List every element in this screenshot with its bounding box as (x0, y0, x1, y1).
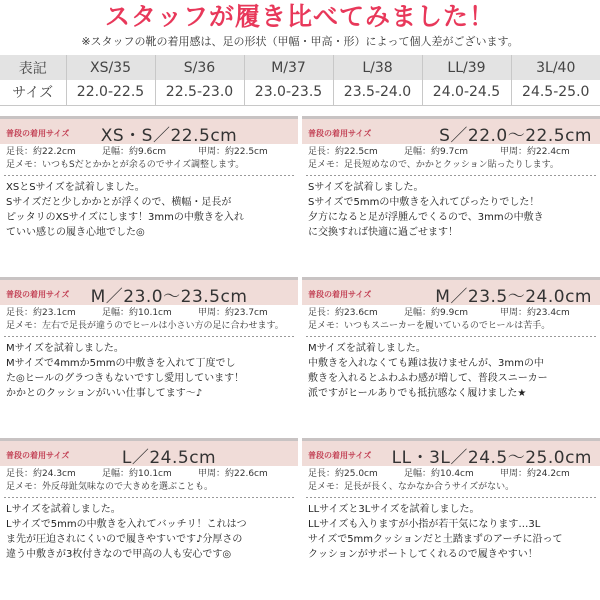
foot-length: 足長：約24.3cm (6, 469, 76, 479)
comment-line: に交換すれば快適に過ごせます！ (308, 227, 458, 238)
staff-review-panel (0, 438, 298, 562)
panel-header (0, 116, 298, 144)
staff-review-panel (302, 438, 600, 562)
fit-comment (302, 176, 600, 240)
size-chart-header-cell: LL/39 (422, 55, 511, 80)
size-chart-header-cell: XS/35 (66, 55, 155, 80)
comment-line: LLサイズと3Lサイズを試着しました。 (308, 504, 480, 515)
panel-header (0, 277, 298, 305)
foot-length: 足長：約23.6cm (308, 308, 378, 318)
size-chart-header-cell: 3L/40 (511, 55, 600, 80)
usual-size-value: S／22.0〜22.5cm (439, 126, 592, 146)
fit-comment (0, 176, 298, 240)
comment-line: ていい感じの履き心地でした◎ (6, 227, 145, 238)
panel-header (0, 438, 298, 466)
comment-line: かかとのクッションがいい仕事してます〜♪ (6, 388, 203, 399)
size-chart-value-cell: 24.0-24.5 (422, 80, 511, 105)
comment-line: Sサイズだと少しかかとが浮くので、横幅・足長が (6, 197, 232, 208)
comment-line: Sサイズで5mmの中敷きを入れてぴったりでした！ (308, 197, 540, 208)
comment-line: ピッタリのXSサイズにします！3mmの中敷きを入れ (6, 212, 244, 223)
comment-line: クッションがサポートしてくれるので履きやすい！ (308, 549, 538, 560)
foot-measurements (302, 305, 600, 333)
foot-length: 足長：約25.0cm (308, 469, 378, 479)
foot-memo: 足メモ：足長短めなので、かかとクッション貼ったりします。 (308, 160, 559, 170)
size-chart-header-cell: S/36 (155, 55, 244, 80)
comment-line: Lサイズを試着しました。 (6, 504, 121, 515)
size-chart-header-cell: M/37 (244, 55, 333, 80)
foot-measurements (0, 305, 298, 333)
size-chart-value-cell: 23.5-24.0 (333, 80, 422, 105)
comment-line: Lサイズで5mmの中敷きを入れてバッチリ！これはつ (6, 519, 247, 530)
instep-girth: 甲周：約22.6cm (198, 469, 268, 479)
foot-width: 足幅：約10.4cm (404, 469, 474, 479)
usual-size-value: XS・S／22.5cm (100, 126, 238, 146)
fit-disclaimer: ※スタッフの靴の着用感は、足の形状（甲幅・甲高・形）によって個人差がございます。 (81, 35, 519, 48)
usual-size-value: M／23.0〜23.5cm (90, 287, 248, 307)
fit-comment (302, 498, 600, 562)
size-chart-value-cell: 24.5-25.0 (511, 80, 600, 105)
usual-size-value: M／23.5〜24.0cm (435, 287, 592, 307)
comment-line: サイズで5mmクッションだと土踏まずのアーチに沿って (308, 534, 563, 545)
comment-line: ま先が圧迫されにくいので履きやすいです♪分厚さの (6, 534, 243, 545)
size-chart-value-cell: 23.0-23.5 (244, 80, 333, 105)
fit-comment (0, 498, 298, 562)
panel-header (302, 277, 600, 305)
staff-review-grid (0, 116, 600, 600)
foot-memo: 足メモ：足長が長く、なかなか合うサイズがない。 (308, 482, 515, 492)
usual-size-value: LL・3L／24.5〜25.0cm (391, 448, 592, 468)
usual-size-tag: 普段の着用サイズ (308, 290, 372, 299)
size-chart-value-row (0, 80, 600, 105)
instep-girth: 甲周：約22.4cm (500, 147, 570, 157)
staff-review-panel (302, 116, 600, 240)
foot-width: 足幅：約9.6cm (102, 147, 167, 157)
staff-review-panel (302, 277, 600, 401)
comment-line: 違う中敷きが3枚付きなので甲高の人も安心です◎ (6, 549, 232, 560)
comment-line: Mサイズを試着しました。 (6, 343, 124, 354)
foot-width: 足幅：約10.1cm (102, 308, 172, 318)
usual-size-tag: 普段の着用サイズ (6, 129, 70, 138)
instep-girth: 甲周：約24.2cm (500, 469, 570, 479)
size-chart-header-cell: L/38 (333, 55, 422, 80)
size-chart-value-cell: サイズ (0, 80, 66, 105)
size-chart-header-cell: 表記 (0, 55, 66, 80)
comment-line: た◎ヒールのグラつきもないですし愛用しています！ (6, 373, 245, 384)
foot-measurements (0, 466, 298, 494)
panel-header (302, 438, 600, 466)
size-chart-header-row (0, 55, 600, 80)
comment-line: Mサイズを試着しました。 (308, 343, 426, 354)
instep-girth: 甲周：約22.5cm (198, 147, 268, 157)
foot-length: 足長：約22.2cm (6, 147, 76, 157)
comment-line: 中敷きを入れなくても踵は抜けませんが、3mmの中 (308, 358, 544, 369)
staff-review-panel (0, 116, 298, 240)
comment-line: 敷きを入れるとふわふわ感が増して、普段スニーカー (308, 373, 548, 384)
page-title: スタッフが履き比べてみました！ (104, 2, 495, 31)
foot-memo: 足メモ：いつもスニーカーを履いているのでヒールは苦手。 (308, 321, 551, 331)
foot-width: 足幅：約10.1cm (102, 469, 172, 479)
foot-memo: 足メモ：左右で足長が違うのでヒールは小さい方の足に合わせます。 (6, 321, 284, 331)
comment-line: Mサイズで4mmか5mmの中敷きを入れて丁度でし (6, 358, 236, 369)
foot-measurements (302, 466, 600, 494)
comment-line: 派ですがヒールありでも抵抗感なく履けました★ (308, 388, 527, 399)
comment-line: LLサイズも入りますが小指が若干気になります…3L (308, 519, 541, 530)
instep-girth: 甲周：約23.7cm (198, 308, 268, 318)
instep-girth: 甲周：約23.4cm (500, 308, 570, 318)
usual-size-tag: 普段の着用サイズ (308, 451, 372, 460)
foot-width: 足幅：約9.7cm (404, 147, 469, 157)
size-chart-value-cell: 22.0-22.5 (66, 80, 155, 105)
usual-size-tag: 普段の着用サイズ (6, 451, 70, 460)
comment-line: Sサイズを試着しました。 (308, 182, 424, 193)
usual-size-tag: 普段の着用サイズ (6, 290, 70, 299)
foot-memo: 足メモ：外反母趾気味なので大きめを選ぶことも。 (6, 482, 214, 492)
fit-comment (302, 337, 600, 401)
foot-width: 足幅：約9.9cm (404, 308, 469, 318)
foot-measurements (0, 144, 298, 172)
size-chart-table (0, 55, 600, 106)
foot-length: 足長：約23.1cm (6, 308, 76, 318)
usual-size-tag: 普段の着用サイズ (308, 129, 372, 138)
foot-length: 足長：約22.5cm (308, 147, 378, 157)
comment-line: XSとSサイズを試着しました。 (6, 182, 145, 193)
usual-size-value: L／24.5cm (121, 448, 217, 468)
foot-measurements (302, 144, 600, 172)
size-chart-value-cell: 22.5-23.0 (155, 80, 244, 105)
staff-review-panel (0, 277, 298, 401)
foot-memo: 足メモ：いつもSだとかかとが余るのでサイズ調整します。 (6, 160, 245, 170)
comment-line: 夕方になると足が浮腫んでくるので、3mmの中敷き (308, 212, 544, 223)
fit-comment (0, 337, 298, 401)
panel-header (302, 116, 600, 144)
